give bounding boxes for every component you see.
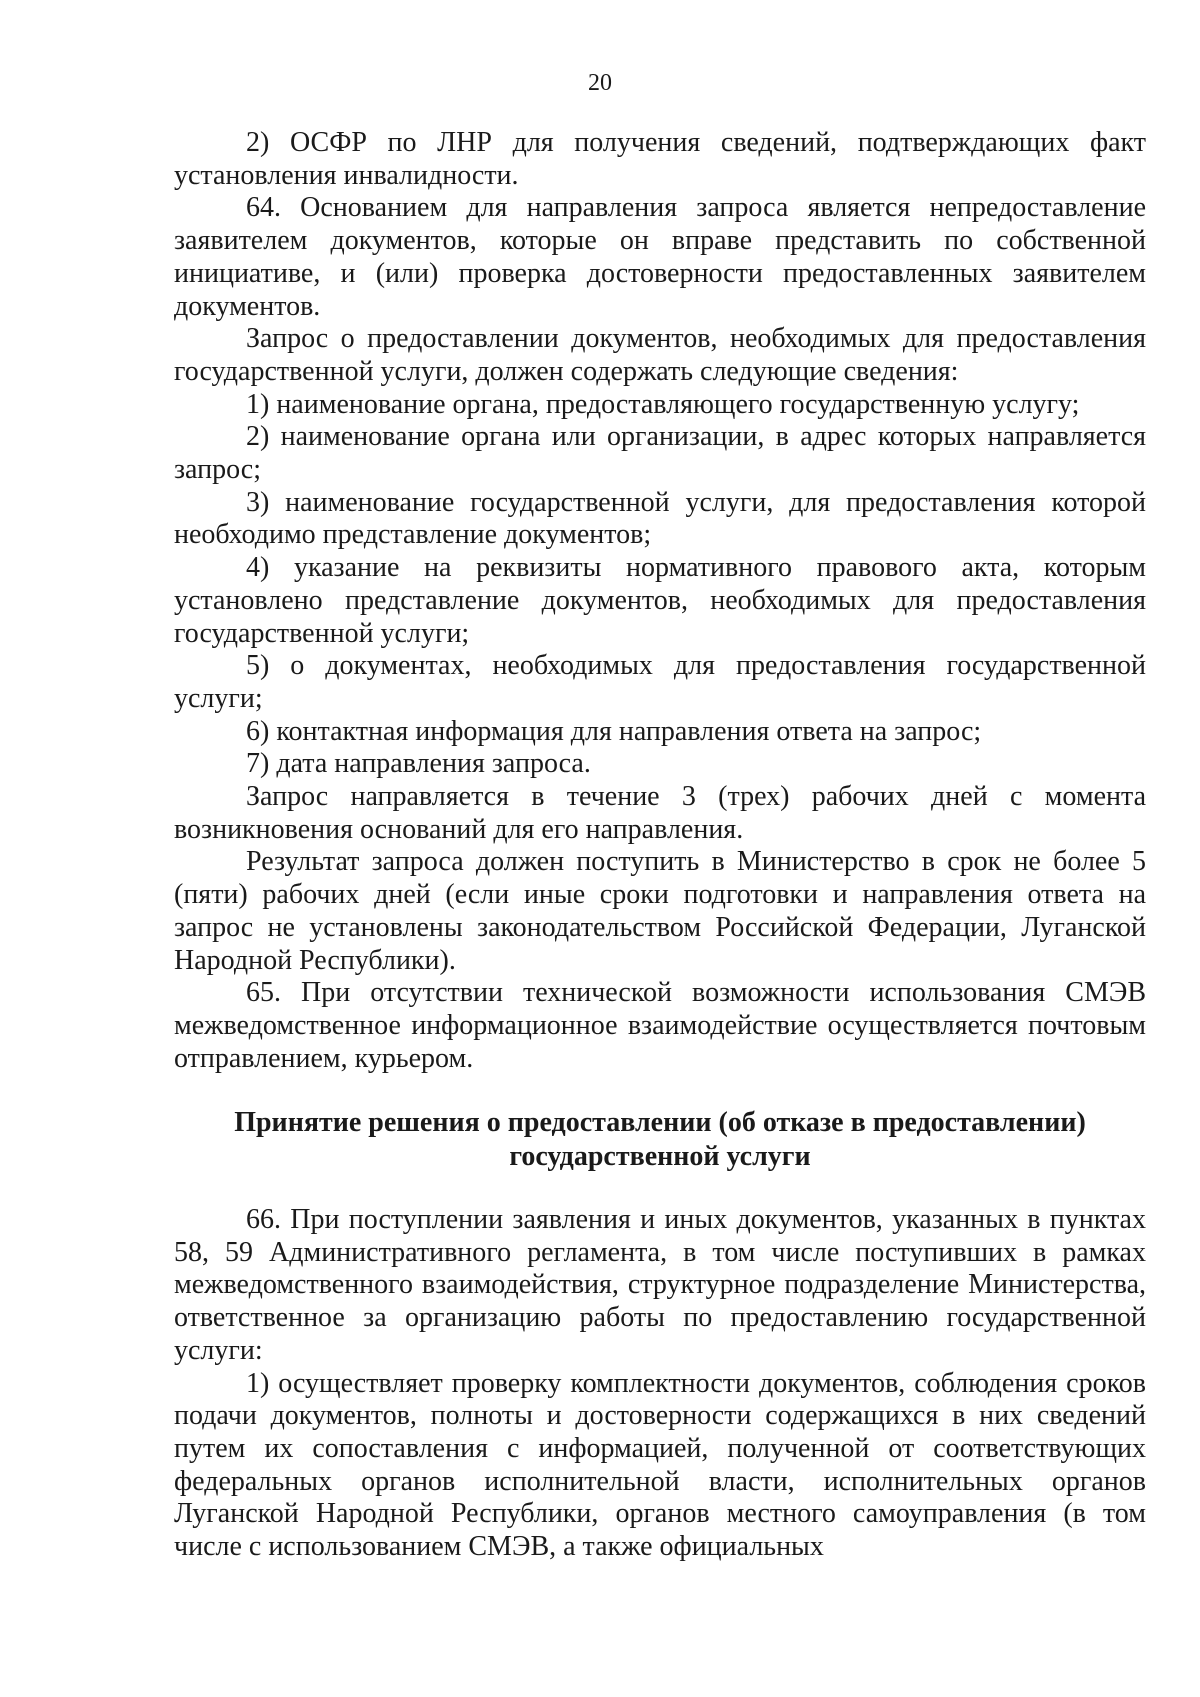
paragraph-request-content: Запрос о предоставлении документов, необходимых для предоставления государственной услуги, должен содержать следующие сведения:	[174, 323, 1146, 387]
paragraph-item-2-osfr: 2) ОСФР по ЛНР для получения сведений, подтверждающих факт установления инвалидности.	[174, 127, 1146, 191]
list-item-1: 1) наименование органа, предоставляющего государственную услугу;	[246, 388, 1080, 420]
paragraph-64: 64. Основанием для направления запроса является непредоставление заявителем документов, которые он вправе представить по собственной инициативе, и (или) проверка достоверности предоставленных заявителем документов.	[174, 192, 1146, 322]
paragraph-65: 65. При отсутствии технической возможности использования СМЭВ межведомственное информационное взаимодействие осуществляется почтовым отправлением, курьером.	[174, 977, 1146, 1074]
list-item-7: 7) дата направления запроса.	[246, 748, 591, 780]
list-item-3: 3) наименование государственной услуги, для предоставления которой необходимо представление документов;	[174, 486, 1146, 551]
list-item-5: 5) о документах, необходимых для предоставления государственной услуги;	[174, 650, 1146, 714]
paragraph-66: 66. При поступлении заявления и иных документов, указанных в пунктах 58, 59 Административного регламента, в том числе поступивших в рамках межведомственного взаимодействия, структурное подразделение Министерства, ответственное за организацию работы по предоставлению государственной услуги:	[174, 1204, 1146, 1366]
page-number: 20	[588, 70, 612, 96]
section-heading	[174, 1106, 1146, 1174]
list-item-4: 4) указание на реквизиты нормативного правового акта, которым установлено представление документов, необходимых для предоставления государственной услуги;	[174, 552, 1146, 649]
body-text-top	[174, 127, 1146, 1075]
paragraph-66-item-1: 1) осуществляет проверку комплектности документов, соблюдения сроков подачи документов, полноты и достоверности содержащихся в них сведений путем их сопоставления с информацией, полученной от соответствующих федеральных органов исполнительной власти, исполнительных органов Луганской Народной Республики, органов местного самоуправления (в том числе с использованием СМЭВ, а также официальных	[174, 1367, 1146, 1563]
section-heading-line-1: Принятие решения о предоставлении (об отказе в предоставлении)	[234, 1107, 1086, 1138]
paragraph-request-term: Запрос направляется в течение 3 (трех) рабочих дней с момента возникновения оснований для его направления.	[174, 781, 1146, 845]
paragraph-request-result: Результат запроса должен поступить в Министерство в срок не более 5 (пяти) рабочих дней (если иные сроки подготовки и направления ответа на запрос не установлены законодательством Российской Федерации, Луганской Народной Республики).	[174, 846, 1146, 976]
list-item-2: 2) наименование органа или организации, в адрес которых направляется запрос;	[174, 421, 1146, 486]
body-text-bottom	[174, 1204, 1146, 1564]
section-heading-line-2: государственной услуги	[509, 1141, 811, 1172]
list-item-6: 6) контактная информация для направления ответа на запрос;	[246, 715, 982, 747]
